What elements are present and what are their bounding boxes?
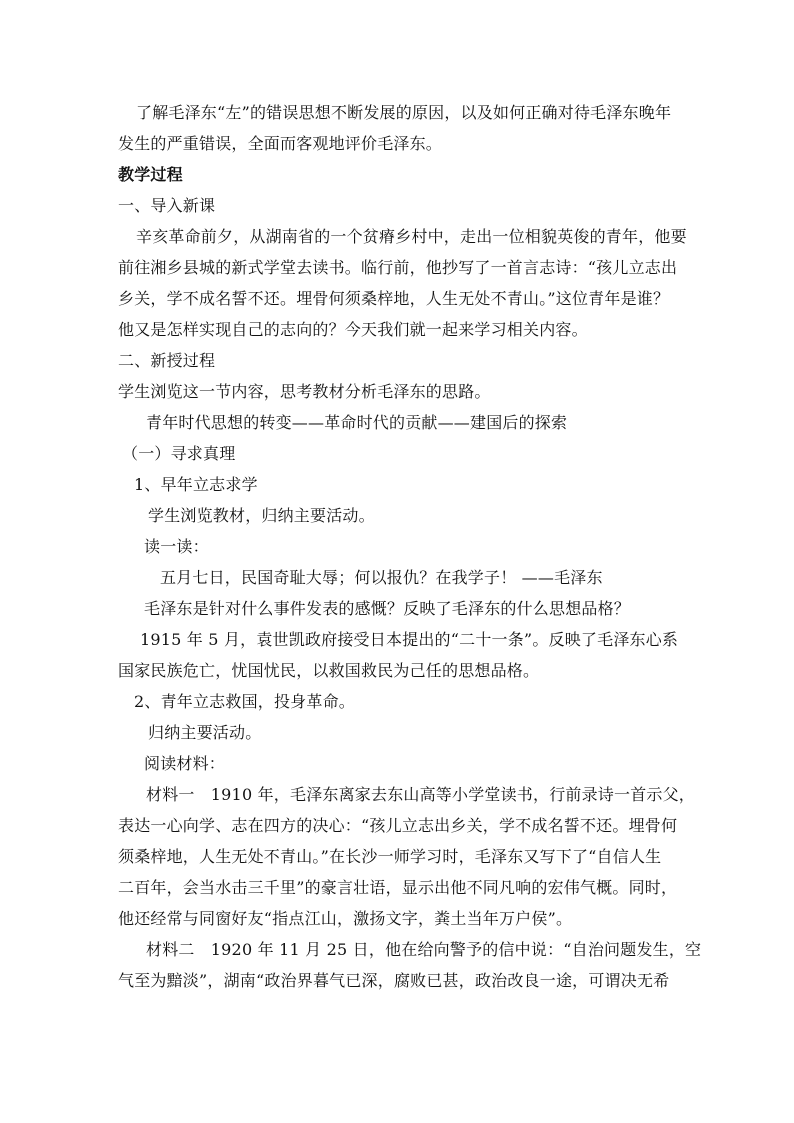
objective-line-1: 了解毛泽东“左”的错误思想不断发展的原因，以及如何正确对待毛泽东晚年 — [136, 103, 672, 122]
question: 毛泽东是针对什么事件发表的感慨？反映了毛泽东的什么思想品格？ — [144, 599, 631, 618]
document-body — [118, 97, 702, 996]
material-1-line-4: 二百年，会当水击三千里”的豪言壮语，显示出他不同凡响的宏伟气概。同时， — [118, 878, 678, 897]
material-2-line-1: 材料二 1920 年 11 月 25 日，他在给向警予的信中说：“自治问题发生，空 — [146, 940, 702, 959]
answer-line-2: 国家民族危亡，忧国忧民，以救国救民为己任的思想品格。 — [118, 661, 540, 680]
intro-line-2: 前往湘乡县城的新式学堂去读书。临行前，他抄写了一首言志诗：“孩儿立志出 — [118, 258, 678, 277]
section-1-heading: （一）寻求真理 — [122, 444, 236, 463]
analysis-flow: 青年时代思想的转变——革命时代的贡献——建国后的探索 — [146, 413, 568, 432]
item-1-heading: 1、早年立志求学 — [134, 475, 258, 494]
objective-line-2: 发生的严重错误，全面而客观地评价毛泽东。 — [118, 134, 443, 153]
material-2-line-2: 气至为黯淡”，湖南“政治界暮气已深，腐败已甚，政治改良一途，可谓决无希 — [118, 971, 670, 990]
item-2-heading: 2、青年立志救国，投身革命。 — [134, 692, 355, 711]
poem-quote: 五月七日，民国奇耻大辱；何以报仇？在我学子！ ——毛泽东 — [160, 568, 603, 587]
read-label: 读一读： — [144, 537, 209, 556]
item-1-task: 学生浏览教材，归纳主要活动。 — [148, 506, 375, 525]
answer-line-1: 1915 年 5 月，袁世凯政府接受日本提出的“二十一条”。反映了毛泽东心系 — [140, 630, 679, 649]
intro-heading: 一、导入新课 — [118, 196, 216, 215]
material-1-line-5: 他还经常与同窗好友“指点江山，激扬文字，粪土当年万户侯”。 — [118, 909, 573, 928]
reading-label: 阅读材料： — [144, 754, 226, 773]
material-1-line-2: 表达一心向学、志在四方的决心：“孩儿立志出乡关，学不成名誓不还。埋骨何 — [118, 816, 678, 835]
process-heading: 教学过程 — [118, 165, 183, 184]
intro-line-4: 他又是怎样实现自己的志向的？今天我们就一起来学习相关内容。 — [118, 320, 588, 339]
material-1-line-3: 须桑梓地，人生无处不青山。”在长沙一师学习时，毛泽东又写下了“自信人生 — [118, 847, 662, 866]
material-1-line-1: 材料一 1910 年，毛泽东离家去东山高等小学堂读书，行前录诗一首示父， — [146, 785, 696, 804]
browse-instruction: 学生浏览这一节内容，思考教材分析毛泽东的思路。 — [118, 382, 491, 401]
intro-line-3: 乡关，学不成名誓不还。埋骨何须桑梓地，人生无处不青山。”这位青年是谁？ — [118, 289, 670, 308]
new-lesson-heading: 二、新授过程 — [118, 351, 216, 370]
item-2-task: 归纳主要活动。 — [148, 723, 262, 742]
intro-line-1: 辛亥革命前夕，从湖南省的一个贫瘠乡村中，走出一位相貌英俊的青年，他要 — [136, 227, 687, 246]
